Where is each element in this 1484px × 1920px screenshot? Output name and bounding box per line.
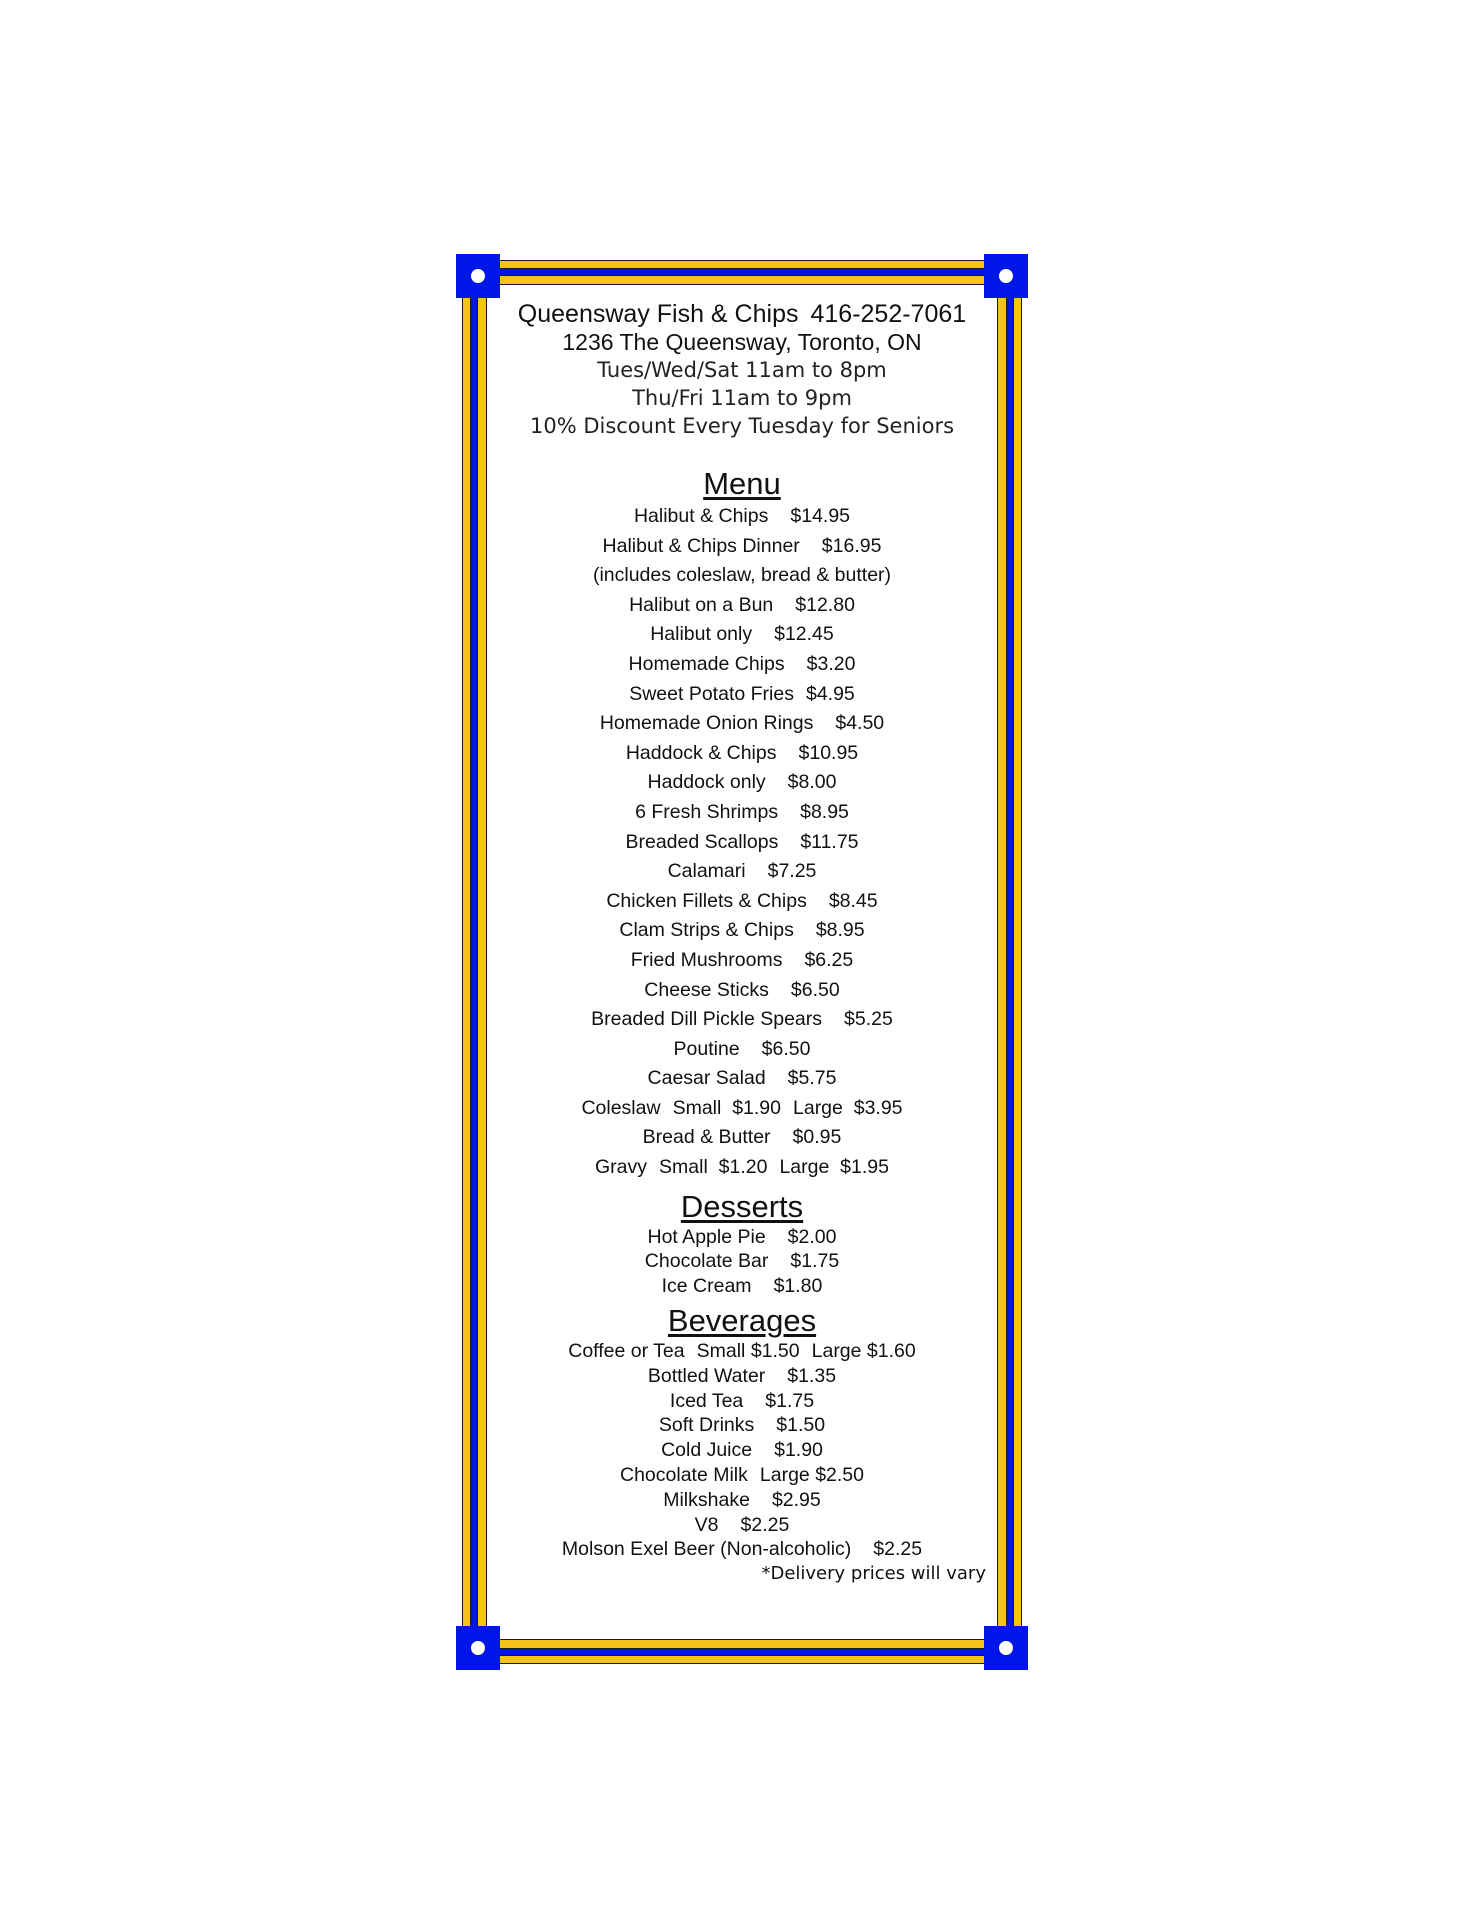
beverage-item	[496, 1364, 988, 1389]
item-name: Ice Cream	[661, 1275, 752, 1298]
item-price: $1.60	[866, 1340, 916, 1363]
menu-item	[496, 591, 988, 621]
item-name: Homemade Chips	[628, 652, 785, 675]
item-name: Chocolate Bar	[644, 1250, 769, 1273]
dessert-item	[496, 1274, 988, 1299]
item-name: 6 Fresh Shrimps	[635, 800, 779, 823]
item-name: Haddock & Chips	[625, 741, 777, 764]
beverage-item-coffee	[496, 1339, 988, 1364]
item-name: Chocolate Milk	[620, 1464, 748, 1487]
item-price: $6.50	[761, 1037, 811, 1060]
menu-sheet	[496, 300, 988, 1586]
item-name: Bread & Butter	[642, 1126, 771, 1149]
item-price: $8.00	[787, 771, 837, 794]
item-price: $5.25	[844, 1008, 893, 1031]
item-price: $1.50	[750, 1340, 800, 1363]
item-price: $10.95	[798, 741, 859, 764]
item-price: $4.50	[835, 712, 885, 735]
item-name: Poutine	[673, 1037, 740, 1060]
item-name: Coleslaw	[581, 1096, 661, 1119]
hours-line-2: Thu/Fri 11am to 9pm	[632, 386, 852, 410]
size-label: Large	[779, 1156, 830, 1179]
item-name: Halibut on a Bun	[629, 593, 774, 616]
item-name: V8	[694, 1513, 719, 1536]
menu-item	[496, 502, 988, 532]
desserts-list	[496, 1225, 988, 1299]
item-name: Halibut & Chips	[633, 505, 769, 527]
beverage-item	[496, 1537, 988, 1562]
item-price: $5.75	[787, 1067, 837, 1090]
item-price: $8.45	[828, 889, 878, 912]
item-price: $1.90	[732, 1096, 781, 1119]
corner-ornament	[984, 254, 1028, 298]
menu-item	[496, 739, 988, 769]
menu-item-note	[496, 561, 988, 591]
menu-item	[496, 857, 988, 887]
item-name: Caesar Salad	[647, 1067, 766, 1090]
size-label: Small	[696, 1340, 746, 1363]
item-price: $8.95	[800, 800, 849, 823]
dessert-item	[496, 1249, 988, 1274]
item-price: $1.90	[774, 1439, 823, 1462]
menu-item	[496, 1064, 988, 1094]
menu-item	[496, 620, 988, 650]
menu-item	[496, 709, 988, 739]
item-name: Breaded Scallops	[625, 830, 779, 853]
item-name: Halibut & Chips Dinner	[602, 534, 800, 557]
senior-discount: 10% Discount Every Tuesday for Seniors	[529, 414, 955, 438]
item-price: $2.25	[740, 1513, 790, 1536]
menu-list	[496, 502, 988, 1183]
menu-item	[496, 887, 988, 917]
item-price: $1.50	[776, 1414, 826, 1437]
item-name: Milkshake	[663, 1488, 750, 1511]
item-price: $1.75	[790, 1250, 840, 1273]
item-name: Halibut only	[650, 623, 753, 646]
item-name: Hot Apple Pie	[647, 1225, 766, 1248]
item-name: Sweet Potato Fries	[629, 682, 794, 705]
item-name: Haddock only	[647, 771, 766, 794]
item-name: Cheese Sticks	[644, 978, 769, 1001]
beverage-item	[496, 1438, 988, 1463]
item-price: $6.50	[790, 978, 840, 1001]
beverage-item	[496, 1488, 988, 1513]
menu-item	[496, 828, 988, 858]
menu-item	[496, 798, 988, 828]
delivery-note: *Delivery prices will vary	[761, 1563, 986, 1585]
size-label: Small	[672, 1096, 722, 1119]
address: 1236 The Queensway, Toronto, ON	[562, 329, 922, 355]
size-label: Large	[811, 1340, 862, 1363]
menu-item	[496, 1123, 988, 1153]
menu-item	[496, 1035, 988, 1065]
item-price: $2.00	[787, 1225, 837, 1248]
dessert-item	[496, 1225, 988, 1250]
beverage-item-chocolate-milk	[496, 1463, 988, 1488]
item-price: $11.75	[800, 830, 859, 853]
beverage-item	[496, 1513, 988, 1538]
item-price: $2.95	[771, 1488, 821, 1511]
beverages-heading: Beverages	[667, 1303, 817, 1339]
size-label: Large	[759, 1464, 810, 1487]
item-name: Gravy	[595, 1156, 648, 1179]
menu-item	[496, 916, 988, 946]
item-name: Iced Tea	[669, 1389, 744, 1412]
item-price: $1.95	[840, 1156, 889, 1179]
hours-line-1: Tues/Wed/Sat 11am to 8pm	[597, 358, 887, 382]
item-name: Coffee or Tea	[568, 1340, 685, 1363]
item-price: $7.25	[767, 860, 817, 883]
item-name: Fried Mushrooms	[630, 948, 783, 971]
item-price: $1.20	[718, 1156, 768, 1179]
menu-item	[496, 976, 988, 1006]
size-label: Large	[793, 1096, 843, 1119]
item-price: $1.35	[787, 1364, 837, 1387]
menu-item-gravy	[496, 1153, 988, 1183]
menu-item	[496, 650, 988, 680]
menu-item	[496, 1005, 988, 1035]
menu-item	[496, 946, 988, 976]
desserts-heading: Desserts	[680, 1188, 804, 1224]
item-name: Chicken Fillets & Chips	[606, 889, 807, 912]
item-name: Calamari	[667, 860, 746, 883]
item-price: $4.95	[805, 682, 855, 705]
item-price: $8.95	[815, 919, 865, 942]
beverage-item	[496, 1413, 988, 1438]
item-name: Breaded Dill Pickle Spears	[591, 1008, 823, 1031]
corner-ornament	[984, 1626, 1028, 1670]
item-name: Cold Juice	[661, 1439, 753, 1462]
corner-ornament	[456, 254, 500, 298]
item-price: $2.50	[815, 1464, 864, 1487]
item-price: $1.75	[765, 1389, 815, 1412]
corner-ornament	[456, 1626, 500, 1670]
item-price: $0.95	[792, 1126, 842, 1149]
restaurant-header	[496, 300, 988, 328]
beverage-item	[496, 1389, 988, 1414]
item-name: Molson Exel Beer (Non-alcoholic)	[561, 1538, 852, 1561]
menu-heading: Menu	[703, 466, 781, 501]
border-bottom	[456, 1632, 1028, 1664]
menu-item-coleslaw	[496, 1094, 988, 1124]
item-price: $3.95	[853, 1096, 903, 1119]
menu-item	[496, 768, 988, 798]
item-note: (includes coleslaw, bread & butter)	[592, 564, 892, 587]
menu-item	[496, 532, 988, 562]
beverages-list	[496, 1339, 988, 1562]
item-price: $1.80	[773, 1275, 823, 1298]
item-price: $16.95	[821, 534, 882, 557]
item-price: $14.95	[790, 505, 851, 527]
size-label: Small	[659, 1156, 708, 1179]
item-name: Bottled Water	[647, 1364, 766, 1387]
item-price: $2.25	[873, 1538, 923, 1561]
item-name: Clam Strips & Chips	[619, 919, 794, 942]
restaurant-name: Queensway Fish & Chips	[517, 300, 799, 328]
menu-item	[496, 680, 988, 710]
border-right	[990, 254, 1022, 1670]
item-name: Homemade Onion Rings	[599, 712, 814, 735]
border-left	[462, 254, 494, 1670]
item-price: $6.25	[804, 948, 854, 971]
border-top	[456, 260, 1028, 292]
item-price: $12.80	[795, 593, 855, 616]
item-name: Soft Drinks	[658, 1414, 755, 1437]
phone-number: 416-252-7061	[810, 300, 967, 328]
item-price: $12.45	[774, 623, 834, 646]
item-price: $3.20	[806, 652, 856, 675]
